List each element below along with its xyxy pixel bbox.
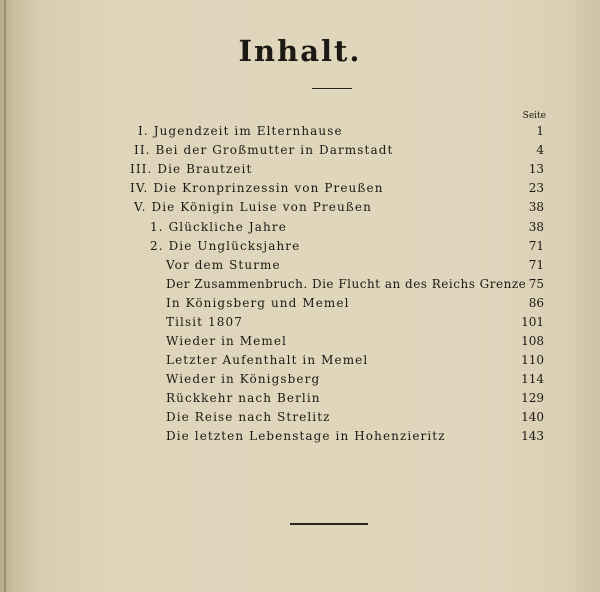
closing-divider <box>290 523 368 525</box>
toc-entry-number: 1. <box>150 220 164 234</box>
toc-entry <box>166 256 281 274</box>
toc-entry-title: Bei der Großmutter in Darmstadt <box>155 143 394 157</box>
toc-entry <box>150 218 287 236</box>
toc-entry <box>150 237 300 255</box>
toc-entry <box>166 294 350 312</box>
toc-entry-page: 13 <box>528 162 544 176</box>
toc-entry-title: Rückkehr nach Berlin <box>166 391 321 405</box>
toc-entry-title: Die letzten Lebenstage in Hohenzieritz <box>166 429 446 443</box>
toc-entry-title: Die Königin Luise von Preußen <box>151 200 372 214</box>
toc-entry-title: Jugendzeit im Elternhause <box>153 124 343 138</box>
toc-entry <box>166 370 320 388</box>
toc-entry <box>138 122 343 140</box>
toc-entry <box>134 198 372 216</box>
toc-entry-page: 71 <box>528 239 544 253</box>
toc-entry-page: 110 <box>521 353 544 367</box>
toc-entry-page: 1 <box>536 124 544 138</box>
toc-entry <box>166 408 331 426</box>
page-title: Inhalt. <box>238 34 362 68</box>
toc-entry-page: 129 <box>521 391 544 405</box>
toc-entry-title: Tilsit 1807 <box>166 315 243 329</box>
toc-entry-title: Wieder in Königsberg <box>166 372 321 386</box>
toc-entry <box>130 160 252 178</box>
toc-entry-page: 38 <box>528 200 544 214</box>
toc-entry-page: 108 <box>521 334 544 348</box>
toc-entry-page: 38 <box>528 220 544 234</box>
toc-entry-title: Die Reise nach Strelitz <box>166 410 331 424</box>
toc-entry-page: 23 <box>528 181 544 195</box>
toc-entry-title: Die Kronprinzessin von Preußen <box>153 181 384 195</box>
toc-entry-title: Glückliche Jahre <box>168 220 287 234</box>
toc-entry <box>166 389 321 407</box>
toc-entry-number: 2. <box>150 239 164 253</box>
toc-entry-number: V. <box>134 200 147 214</box>
toc-entry <box>166 313 243 331</box>
toc-entry-title: Wieder in Memel <box>166 334 287 348</box>
toc-entry <box>166 351 368 369</box>
toc-entry-page: 101 <box>521 315 544 329</box>
toc-entry-title: Der Zusammenbruch. Die Flucht an des Reichs Grenze <box>166 277 527 291</box>
toc-entry <box>166 427 446 445</box>
page-gutter <box>4 0 6 592</box>
toc-entry-page: 143 <box>521 429 544 443</box>
title-divider <box>312 88 352 89</box>
toc-entry <box>130 179 384 197</box>
toc-entry-page: 114 <box>521 372 544 386</box>
toc-entry-title: Letzter Aufenthalt in Memel <box>166 353 369 367</box>
toc-entry-page: 71 <box>528 258 544 272</box>
toc-entry <box>166 275 526 293</box>
toc-entry <box>166 332 287 350</box>
toc-entry-number: I. <box>138 124 149 138</box>
toc-entry-title: Die Unglücksjahre <box>168 239 301 253</box>
toc-entry-page: 140 <box>521 410 544 424</box>
toc-entry-title: In Königsberg und Memel <box>166 296 350 310</box>
page-column-label: Seite <box>522 111 546 121</box>
toc-entry-number: IV. <box>130 181 149 195</box>
toc-entry-number: II. <box>134 143 151 157</box>
toc-entry-page: 4 <box>536 143 544 157</box>
toc-entry-number: III. <box>130 162 153 176</box>
toc-entry-page: 86 <box>528 296 544 310</box>
toc-entry-title: Die Brautzeit <box>157 162 253 176</box>
toc-entry-page: 75 <box>528 277 544 291</box>
toc-entry <box>134 141 393 159</box>
toc-entry-title: Vor dem Sturme <box>166 258 281 272</box>
